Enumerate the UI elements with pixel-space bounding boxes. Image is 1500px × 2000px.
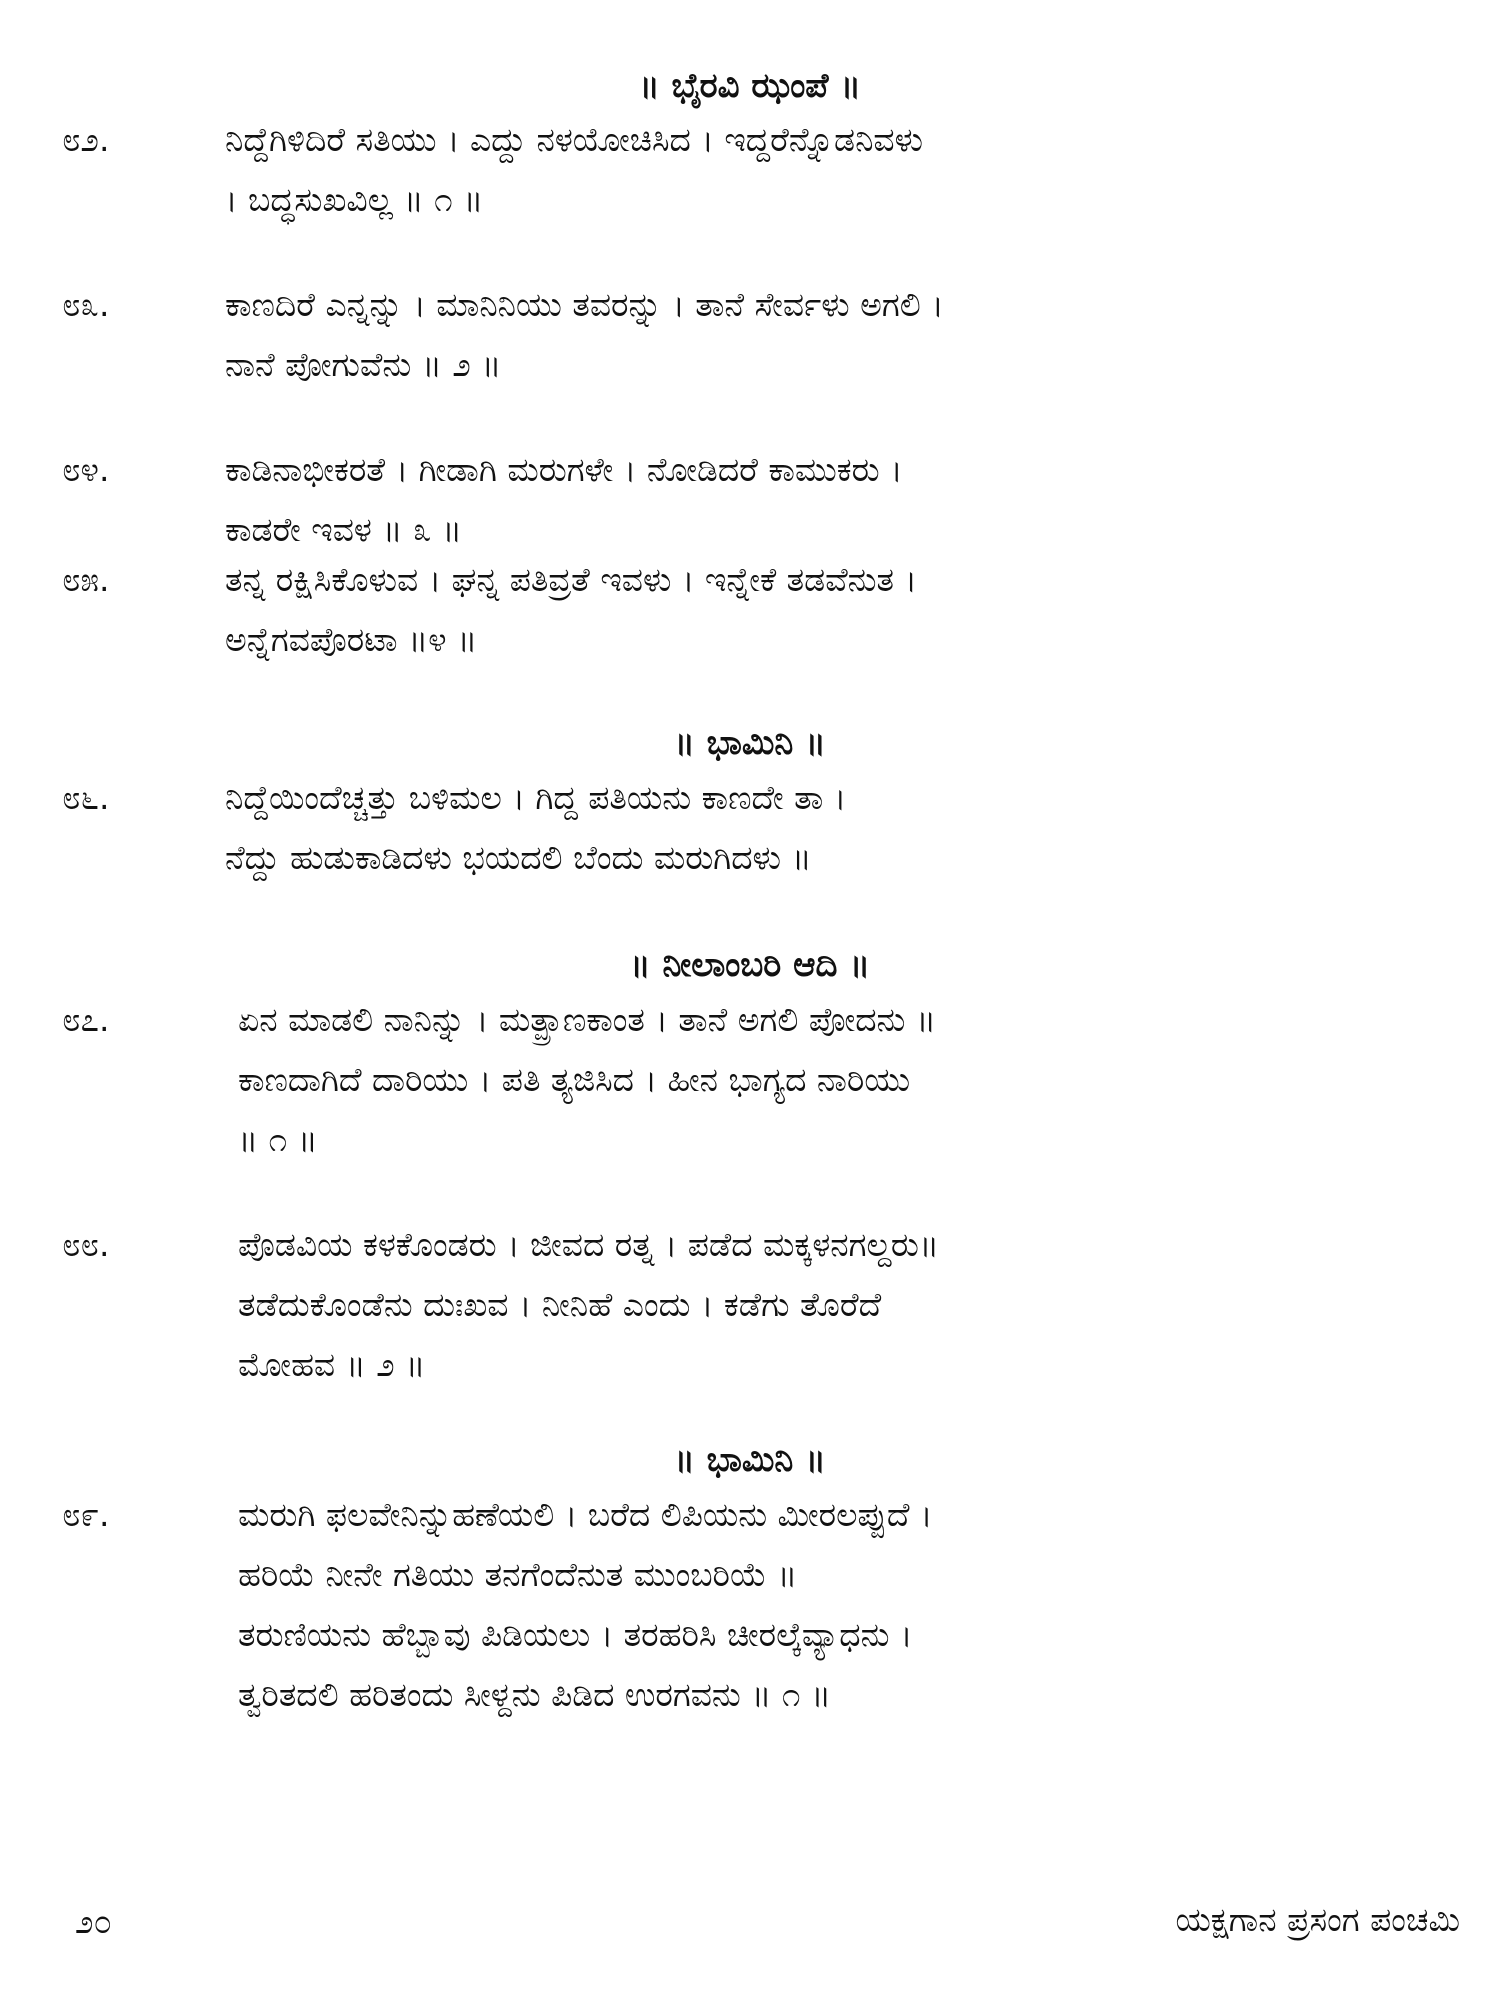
verse-number: ೮೭. [62, 1000, 110, 1039]
verse-number: ೮೫. [62, 560, 110, 599]
verse-number: ೮೬. [62, 778, 110, 817]
verse-number: ೮೮. [62, 1225, 110, 1264]
verse-line: ಕಾಣದಾಗಿದೆ ದಾರಿಯು । ಪತಿ ತ್ಯಜಿಸಿದ । ಹೀನ ಭಾಗ್ಯದ ನಾರಿಯು [238, 1060, 911, 1099]
verse-line: ॥ ೧ ॥ [238, 1120, 318, 1159]
verse-line: ಅನ್ನೆಗವಪೊರಟಾ ॥೪ ॥ [225, 620, 478, 659]
verse-line: ನಾನೆ ಪೋಗುವೆನು ॥ ೨ ॥ [225, 345, 502, 384]
verse-line: ನೆದ್ದು ಹುಡುಕಾಡಿದಳು ಭಯದಲಿ ಬೆಂದು ಮರುಗಿದಳು ॥ [225, 838, 812, 877]
verse-line: ನಿದ್ದೆಯಿಂದೆಚ್ಚತ್ತು ಬಳಿಮಲ । ಗಿದ್ದ ಪತಿಯನು ಕಾಣದೇ ತಾ । [225, 778, 847, 817]
section-heading-neelambari: ॥ ನೀಲಾಂಬರಿ ಆದಿ ॥ [629, 945, 871, 985]
section-heading-bhamini: ॥ ಭಾಮಿನಿ ॥ [674, 723, 826, 763]
verse-line: ತನ್ನ ರಕ್ಷಿಸಿಕೊಳುವ । ಘನ್ನ ಪತಿವ್ರತೆ ಇವಳು । ಇನ್ನೇಕೆ ತಡವೆನುತ । [225, 560, 918, 599]
section-heading-bhairavi: ॥ ಭೈರವಿ ಝಂಪೆ ॥ [638, 66, 862, 106]
book-title: ಯಕ್ಷಗಾನ ಪ್ರಸಂಗ ಪಂಚಮಿ [1175, 1900, 1460, 1939]
verse-line: ಕಾಡಿನಾಭೀಕರತೆ । ಗೀಡಾಗಿ ಮರುಗಳೇ । ನೋಡಿದರೆ ಕಾಮುಕರು । [225, 450, 903, 489]
verse-line: ತಡೆದುಕೊಂಡೆನು ದುಃಖವ । ನೀನಿಹೆ ಎಂದು । ಕಡೆಗು ತೊರೆದೆ [238, 1285, 882, 1324]
verse-line: । ಬದ್ಧಸುಖವಿಲ್ಲ ॥ ೧ ॥ [225, 180, 484, 219]
verse-line: ನಿದ್ದೆಗಿಳಿದಿರೆ ಸತಿಯು । ಎದ್ದು ನಳಯೋಚಿಸಿದ । ಇದ್ದರೆನ್ನೊಡನಿವಳು [225, 120, 924, 159]
verse-line: ಕಾಡರೇ ಇವಳ ॥ ೩ ॥ [225, 510, 463, 549]
verse-line: ಹರಿಯೆ ನೀನೇ ಗತಿಯು ತನಗೆಂದೆನುತ ಮುಂಬರಿಯೆ ॥ [238, 1555, 798, 1594]
section-heading-bhamini-2: ॥ ಭಾಮಿನಿ ॥ [674, 1440, 826, 1480]
verse-line: ತ್ವರಿತದಲಿ ಹರಿತಂದು ಸೀಳ್ದನು ಪಿಡಿದ ಉರಗವನು ॥ ೧ ॥ [238, 1675, 831, 1714]
verse-number: ೮೯. [62, 1495, 110, 1534]
verse-number: ೮೨. [62, 120, 110, 159]
verse-line: ಏನ ಮಾಡಲಿ ನಾನಿನ್ನು । ಮತ್ಪ್ರಾಣಕಾಂತ । ತಾನೆ ಅಗಲಿ ಪೋದನು ॥ [238, 1000, 936, 1039]
verse-line: ಕಾಣದಿರೆ ಎನ್ನನ್ನು । ಮಾನಿನಿಯು ತವರನ್ನು । ತಾನೆ ಸೇರ್ವಳು ಅಗಲಿ । [225, 285, 944, 324]
verse-number: ೮೪. [62, 450, 110, 489]
verse-line: ಪೊಡವಿಯ ಕಳಕೊಂಡರು । ಜೀವದ ರತ್ನ । ಪಡೆದ ಮಕ್ಕಳನಗಲ್ದರು॥ [238, 1225, 939, 1264]
verse-line: ಮರುಗಿ ಫಲವೇನಿನ್ನುಹಣೆಯಲಿ । ಬರೆದ ಲಿಪಿಯನು ಮೀರಲಪ್ಪುದೆ । [238, 1495, 933, 1534]
page-number: ೨೦ [75, 1902, 112, 1941]
verse-line: ತರುಣಿಯನು ಹೆಬ್ಬಾವು ಪಿಡಿಯಲು । ತರಹರಿಸಿ ಚೀರಲ್ಕೆವ್ಯಾಧನು । [238, 1615, 913, 1654]
verse-number: ೮೩. [62, 285, 110, 324]
verse-line: ಮೋಹವ ॥ ೨ ॥ [238, 1345, 426, 1384]
